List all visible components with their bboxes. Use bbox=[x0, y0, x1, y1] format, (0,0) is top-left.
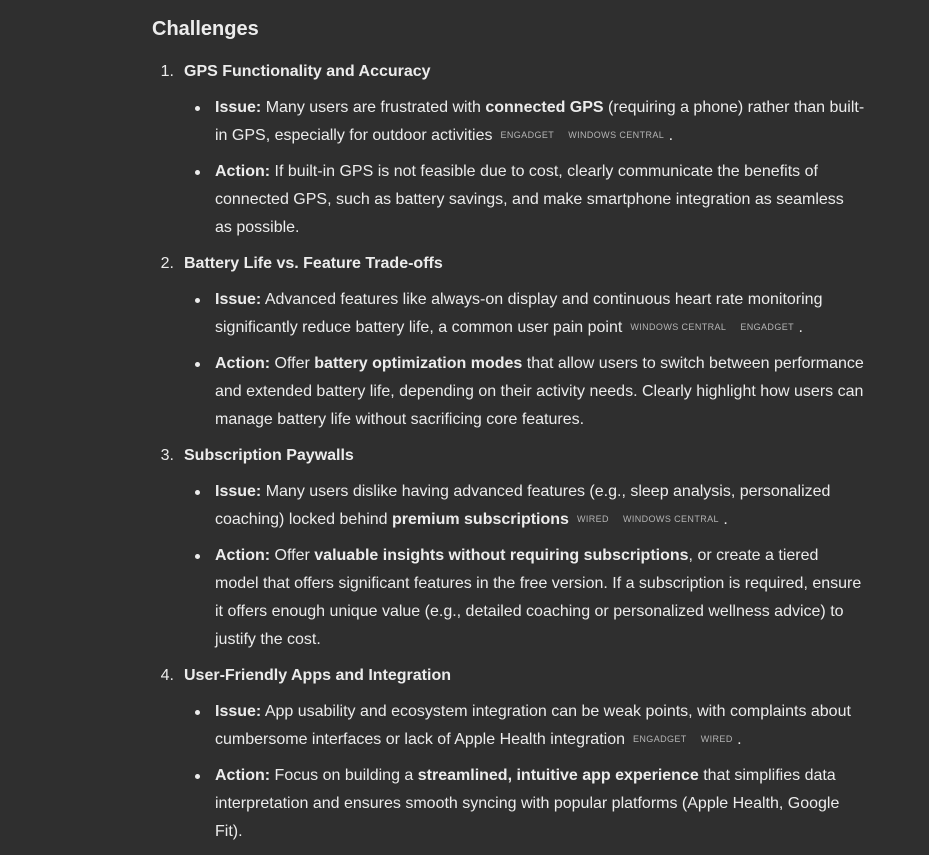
action-label: Action: bbox=[215, 767, 271, 784]
challenge-header bbox=[152, 58, 872, 86]
action-bullet bbox=[215, 762, 865, 846]
action-text: If built-in GPS is not feasible due to cost, clearly communicate the benefits of connected GPS, such as battery savings, and make smartphone integration as seamless as possible. bbox=[215, 163, 844, 236]
citation-link[interactable]: ENGADGET bbox=[740, 322, 795, 332]
challenge-header bbox=[152, 250, 872, 278]
challenge-title: Subscription Paywalls bbox=[184, 447, 354, 464]
section-heading: Challenges bbox=[152, 18, 259, 40]
challenge-number: 2. bbox=[160, 255, 174, 272]
action-bullet bbox=[215, 542, 865, 654]
challenges-list bbox=[152, 58, 872, 846]
citation-link[interactable]: WIRED bbox=[576, 514, 609, 524]
issue-text: App usability and ecosystem integration can be weak points, with complaints about cumbersome interfaces or lack of Apple Health integration bbox=[215, 703, 851, 748]
challenge-item bbox=[152, 442, 872, 654]
citation-link[interactable]: ENGADGET bbox=[633, 734, 687, 744]
issue-bullet bbox=[215, 94, 865, 150]
issue-label: Issue: bbox=[215, 483, 262, 500]
citation-link[interactable]: WINDOWS CENTRAL bbox=[630, 322, 727, 332]
challenge-title: User-Friendly Apps and Integration bbox=[184, 667, 451, 684]
action-label: Action: bbox=[215, 547, 271, 564]
action-text: Focus on building a bbox=[270, 767, 418, 784]
issue-label: Issue: bbox=[215, 99, 262, 116]
issue-bold-text: premium subscriptions bbox=[392, 511, 569, 528]
challenge-item bbox=[152, 662, 872, 846]
issue-text: Many users are frustrated with bbox=[261, 99, 486, 116]
chat-message-content bbox=[152, 14, 872, 854]
action-text-rest: , or create a tiered model that offers significant features in the free version. If a subscription is required, ensure it offers enough unique value (e.g., detailed coaching or personalized wellness advice) to justify the cost. bbox=[215, 547, 862, 648]
issue-end: . bbox=[718, 511, 728, 528]
challenge-number: 4. bbox=[160, 667, 174, 684]
action-bullet bbox=[215, 350, 865, 434]
citation-link[interactable]: WINDOWS CENTRAL bbox=[568, 130, 665, 140]
citation-link[interactable]: WINDOWS CENTRAL bbox=[622, 514, 719, 524]
issue-bullet bbox=[215, 478, 865, 534]
issue-text-rest: (requiring a phone) rather than built-in GPS, especially for outdoor activities bbox=[215, 99, 865, 144]
challenge-bullets bbox=[152, 94, 872, 242]
challenge-title: Battery Life vs. Feature Trade-offs bbox=[184, 255, 443, 272]
action-text: Offer bbox=[270, 547, 315, 564]
citation-link[interactable]: WIRED bbox=[700, 734, 733, 744]
issue-bullet bbox=[215, 698, 865, 754]
challenge-item bbox=[152, 58, 872, 242]
action-text-rest: that allow users to switch between performance and extended battery life, depending on their activity needs. Clearly highlight how users can manage battery life without sacrificing core features. bbox=[215, 355, 864, 428]
action-bold-text: valuable insights without requiring subscriptions bbox=[314, 547, 689, 564]
challenge-item bbox=[152, 250, 872, 434]
action-bullet bbox=[215, 158, 865, 242]
action-bold-text: battery optimization modes bbox=[314, 355, 523, 372]
challenge-bullets bbox=[152, 698, 872, 846]
citation-link[interactable]: ENGADGET bbox=[500, 130, 555, 140]
action-label: Action: bbox=[215, 355, 271, 372]
issue-end: . bbox=[794, 319, 803, 336]
issue-label: Issue: bbox=[215, 291, 262, 308]
challenge-bullets bbox=[152, 286, 872, 434]
issue-text: Many users dislike having advanced features (e.g., sleep analysis, personalized coaching) locked behind bbox=[215, 483, 831, 528]
issue-bullet bbox=[215, 286, 865, 342]
action-text-rest: that simplifies data interpretation and ensures smooth syncing with popular platforms (Apple Health, Google Fit). bbox=[215, 767, 840, 840]
issue-end: . bbox=[732, 731, 742, 748]
challenge-header bbox=[152, 662, 872, 690]
issue-text: Advanced features like always-on display and continuous heart rate monitoring significantly reduce battery life, a common user pain point bbox=[215, 291, 823, 336]
challenge-title: GPS Functionality and Accuracy bbox=[184, 63, 431, 80]
action-label: Action: bbox=[215, 163, 271, 180]
challenge-bullets bbox=[152, 478, 872, 654]
issue-end: . bbox=[664, 127, 674, 144]
action-bold-text: streamlined, intuitive app experience bbox=[417, 767, 699, 784]
challenge-header bbox=[152, 442, 872, 470]
action-text: Offer bbox=[270, 355, 315, 372]
challenge-number: 3. bbox=[160, 447, 174, 464]
challenge-number: 1. bbox=[160, 63, 174, 80]
issue-bold-text: connected GPS bbox=[485, 99, 604, 116]
issue-label: Issue: bbox=[215, 703, 262, 720]
